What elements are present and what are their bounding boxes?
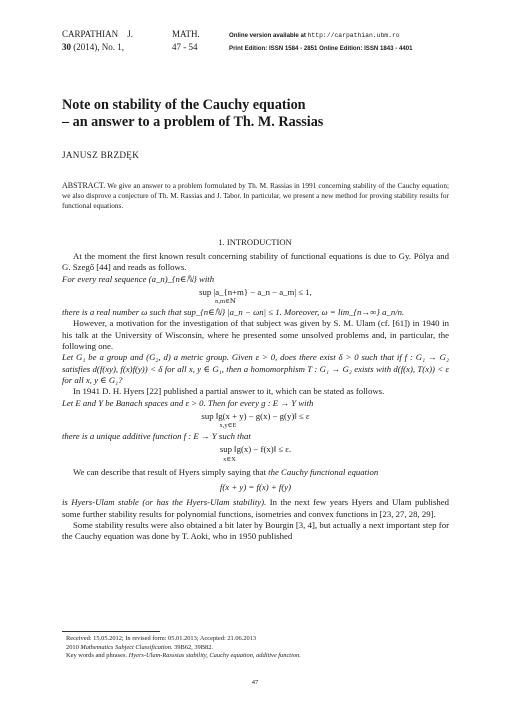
abstract-text: We give an answer to a problem formulated by Th. M. Rassias in 1991 concerning stability of the Cauchy equation; we also disprove a conjecture of Th. M. Rassias and J. Tabor. In particular, we present a new method for proving stability results for functional equations. [62,181,449,211]
journal-abbrev: MATH. [172,29,200,39]
issn-info: Print Edition: ISSN 1584 - 2851 Online Edition: ISSN 1843 - 4401 [229,44,413,52]
page-number: 47 [251,679,259,686]
paragraph: is Hyers-Ulam stable (or has the Hyers-Ulam stability). In the next few years Hyers and Ulam published some further stability results for polynomial functions, isometries and convex functions in [23, 27, 28, 29]. [62,497,449,519]
equation-main: sup ‖g(x) − f(x)‖ ≤ ε. [219,444,292,455]
theorem-text: there is a real number ω such that sup_{n∈ℕ} |a_n − ωn| ≤ 1. Moreover, ω = lim_{n→∞} a_n/n. [62,307,405,318]
footnote-rule [62,631,160,632]
keywords: Key words and phrases. Hyers-Ulam-Rasssias stability, Cauchy equation, additive function. [66,652,301,660]
abstract [62,181,449,211]
abstract-label: ABSTRACT. [62,181,106,190]
page-range: 47 - 54 [172,41,198,52]
display-equation [62,444,449,462]
display-equation [62,287,449,305]
theorem-text: Let E and Y be Banach spaces and ε > 0. Then for every g : E → Y with [62,397,314,408]
paper-title [62,97,462,131]
online-version: Online version available at http://carpathian.ubm.ro [229,32,400,39]
title-line-2: – an answer to a problem of Th. M. Rassias [62,114,324,130]
author-name [62,150,139,160]
equation-subscript: x∈X [223,455,236,463]
display-equation [62,411,449,429]
paragraph: In 1941 D. H. Hyers [22] published a partial answer to it, which can be stated as follows. [73,386,385,397]
equation-main: f(x + y) = f(x) + f(y) [219,482,292,493]
section-title: INTRODUCTION [226,237,292,247]
volume-info: 30 (2014), No. 1, [62,41,124,52]
online-url: http://carpathian.ubm.ro [307,32,400,39]
section-heading [0,237,510,247]
paragraph: We can describe that result of Hyers simply saying that the Cauchy functional equation [73,466,379,477]
msc-classification: 2010 Mathematics Subject Classification. 39B62, 39B82. [66,643,213,651]
section-number: 1. [218,237,225,247]
paragraph: Some stability results were also obtained a bit later by Bourgin [3, 4], but actually a next important step for the Cauchy equation was done by T. Aoki, who in 1950 published [62,519,449,542]
theorem-text: For every real sequence (a_n)_{n∈ℕ} with [62,273,215,284]
journal-header [62,29,462,54]
title-line-1: Note on stability of the Cauchy equation [62,97,306,113]
paragraph: At the moment the first known result concerning stability of functional equations is due to Gy. Pólya and G. Szegő [44] and reads as follows. [62,251,449,273]
equation-subscript: x,y∈E [219,422,237,430]
received-dates: Received: 15.05.2012; In revised form: 05.01.2013; Accepted: 21.06.2013 [66,635,257,642]
author-text: JANUSZ BRZDĘK [62,150,140,160]
journal-name: CARPATHIAN J. [62,29,133,39]
problem-statement: Let G₁ be a group and (G₂, d) a metric group. Given ε > 0, does there exist δ > 0 such that if f : G₁ → G₂ satisfies d(f(xy), f(x)f(y)) < δ for all x, y ∈ G₁, then a homomorphism T : G₁ → G₂ exists with d(f(x), T(x)) < ε for all x, y ∈ G₁? [62,352,449,385]
footnotes [66,635,449,661]
equation-subscript: n,m∈ℕ [215,298,236,306]
equation-main: sup |a_{n+m} − a_n − a_m| ≤ 1, [199,286,312,297]
paragraph: However, a motivation for the investigation of that subject was given by S. M. Ulam (cf. [61]) in 1940 in his talk at the University of Wisconsin, where he presented some unsolved problems and, in particular, the following one. [62,318,449,352]
body-text [62,251,449,543]
display-equation [62,482,449,493]
theorem-text: there is a unique additive function f : E → Y such that [62,431,251,442]
equation-main: sup ‖g(x + y) − g(x) − g(y)‖ ≤ ε [201,410,310,421]
